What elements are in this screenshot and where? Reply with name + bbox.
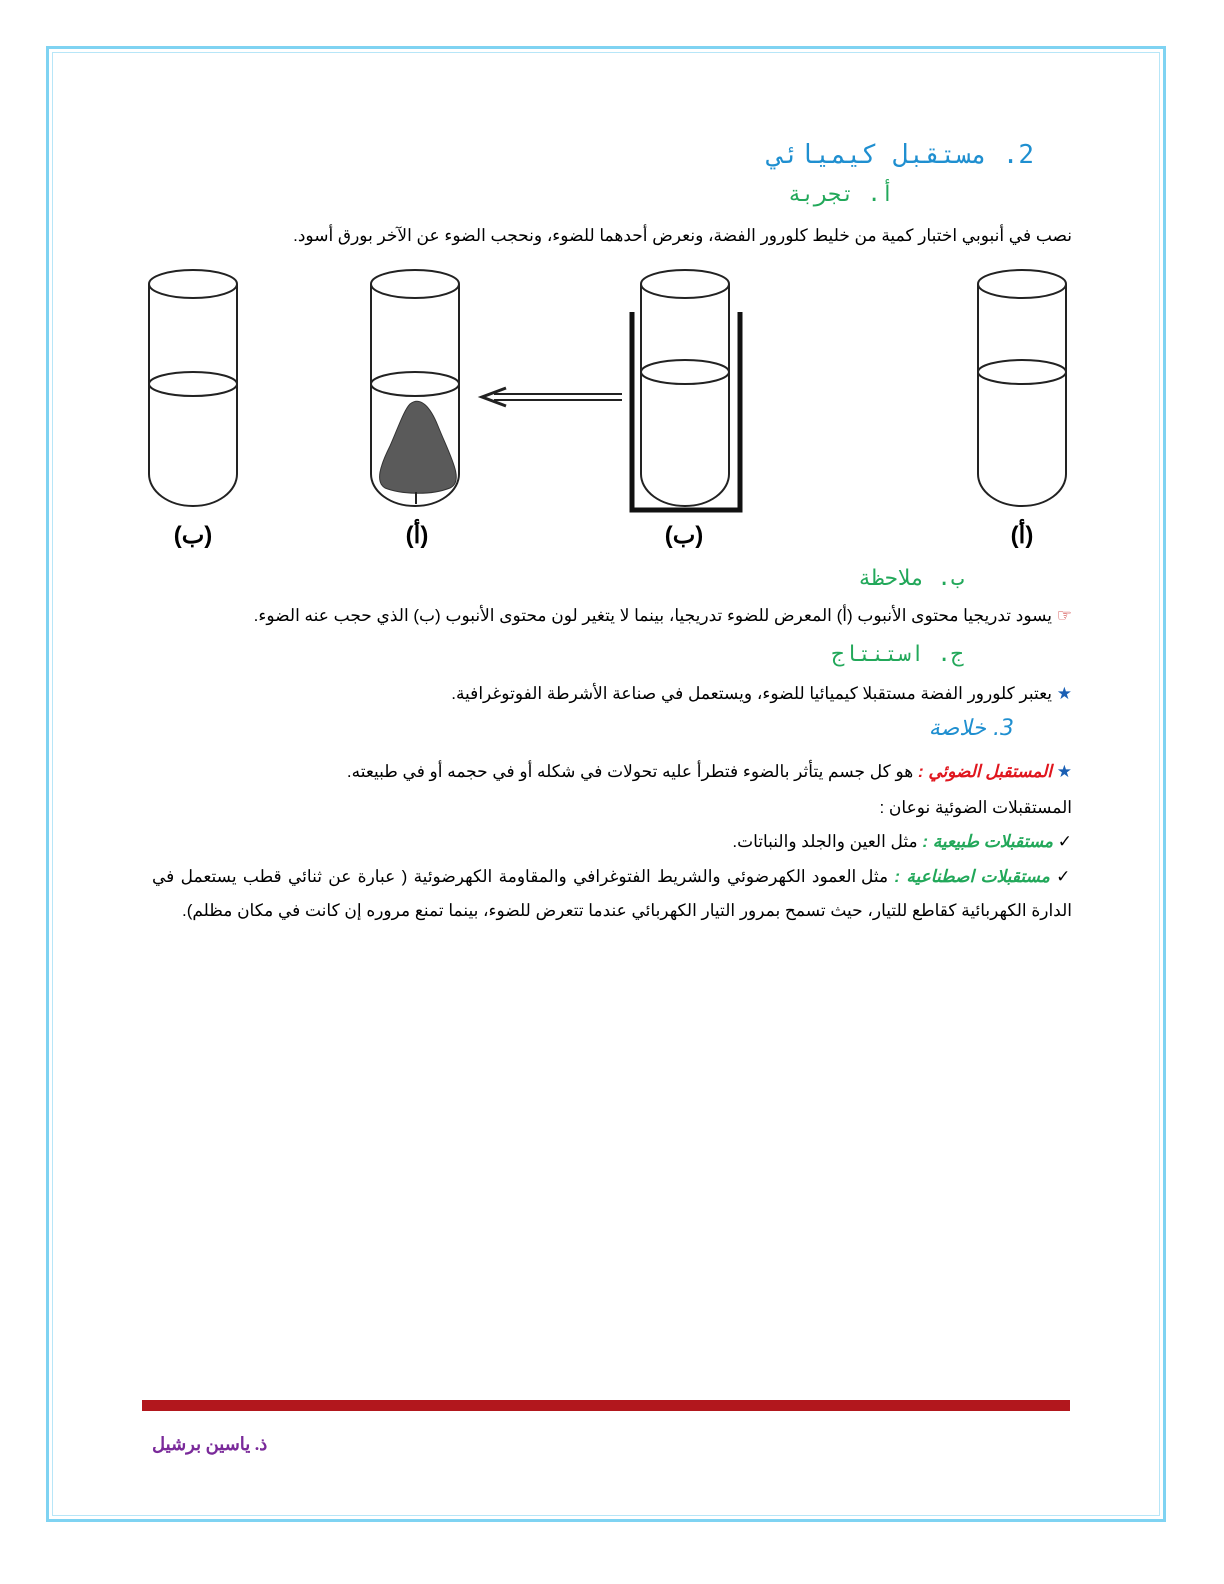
label-b-covered: (ب) xyxy=(664,522,704,549)
hand-pointer-icon: ☞ xyxy=(1056,606,1072,625)
tube-b-covered xyxy=(641,270,729,506)
tube-b-result xyxy=(149,270,237,506)
definition-term: المستقبل الضوئي : xyxy=(917,762,1053,781)
author-name: ذ. ياسين برشيل xyxy=(152,1434,268,1454)
observation-text: يسود تدريجيا محتوى الأنبوب (أ) المعرض للضوء تدريجيا، بينما لا يتغير لون محتوى الأنبوب (ب) الذي حجب عنه الضوء. xyxy=(253,606,1053,625)
observation-heading: ب. ملاحظة xyxy=(858,566,964,591)
label-a-result: (أ) xyxy=(405,522,429,549)
definition-line xyxy=(347,762,1072,782)
conclusion-heading: ج. استنتاج xyxy=(831,642,964,667)
check-icon: ✓ xyxy=(1057,832,1072,851)
conclusion-text: يعتبر كلورور الفضة مستقبلا كيميائيا للضوء، ويستعمل في صناعة الأشرطة الفوتوغرافية. xyxy=(451,684,1053,703)
darkened-precipitate xyxy=(380,401,457,493)
test-tubes-figure xyxy=(120,256,1080,556)
natural-term: مستقبلات طبيعية : xyxy=(922,832,1054,851)
star-icon: ★ xyxy=(1056,684,1072,703)
artificial-text: مثل العمود الكهرضوئي والشريط الفتوغرافي والمقاومة الكهرضوئية ( عبارة عن ثنائي قطب يستعمل في الدارة الكهربائية كقاطع للتيار، حيث تسمح بمرور التيار الكهربائي عندما تتعرض للضوء، بينما تمنع مروره إن كانت في مكان مظلم). xyxy=(152,867,1072,920)
natural-line xyxy=(732,832,1072,852)
artificial-term: مستقبلات اصطناعية : xyxy=(894,867,1050,886)
check-icon: ✓ xyxy=(1056,867,1073,886)
artificial-paragraph xyxy=(152,860,1072,928)
summary-heading: 3. خلاصة xyxy=(928,716,1014,741)
experiment-text: نصب في أنبوبي اختبار كمية من خليط كلورور الفضة، ونعرض أحدهما للضوء، ونحجب الضوء عن الآخر بورق أسود. xyxy=(293,226,1072,245)
arrow-icon xyxy=(482,388,622,406)
natural-text: مثل العين والجلد والنباتات. xyxy=(732,832,918,851)
label-a-initial: (أ) xyxy=(1010,522,1034,549)
black-paper-sleeve xyxy=(632,312,740,510)
conclusion-line xyxy=(451,684,1072,704)
section-title: 2. مستقبل كيميائي xyxy=(767,140,1034,170)
experiment-heading: أ. تجربة xyxy=(788,182,894,207)
observation-line xyxy=(254,606,1072,626)
label-b-result: (ب) xyxy=(173,522,213,549)
definition-text: هو كل جسم يتأثر بالضوء فتطرأ عليه تحولات في شكله أو في حجمه أو في طبيعته. xyxy=(346,762,914,781)
tube-a-initial xyxy=(978,270,1066,506)
footer-divider xyxy=(142,1400,1070,1411)
types-intro: المستقبلات الضوئية نوعان : xyxy=(879,798,1072,817)
star-icon: ★ xyxy=(1056,762,1072,781)
